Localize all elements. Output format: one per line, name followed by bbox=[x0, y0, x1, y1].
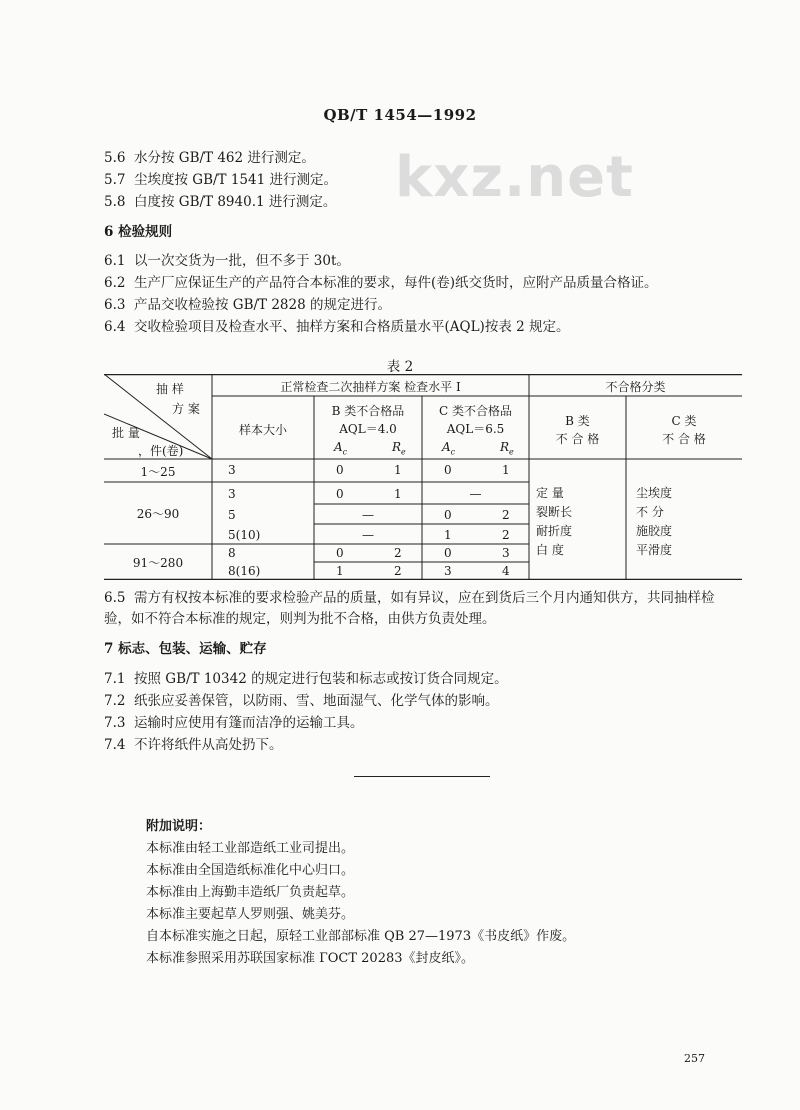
clause-text: 产品交收检验按 GB/T 2828 的规定进行。 bbox=[134, 297, 391, 313]
b-ac-value: — bbox=[362, 528, 374, 542]
clause-number: 6.5 bbox=[104, 590, 126, 606]
clause-text: 需方有权按本标准的要求检验产品的质量，如有异议，应在到货后三个月内通知供方，共同抽样检 bbox=[134, 590, 715, 606]
sample-size: 8 bbox=[228, 546, 236, 560]
notes-line: 本标准参照采用苏联国家标准 ГОСТ 20283《封皮纸》。 bbox=[146, 951, 475, 966]
clause-text: 水分按 GB/T 462 进行测定。 bbox=[134, 150, 315, 166]
clause-number: 5.7 bbox=[104, 172, 126, 188]
clause-number: 6.2 bbox=[104, 275, 126, 291]
column-header-b-aql: AQL＝4.0 bbox=[339, 422, 397, 436]
b-ac-value: 0 bbox=[336, 546, 344, 560]
clause-6-5-continued: 验，如不符合本标准的规定，则判为批不合格，由供方负责处理。 bbox=[104, 611, 496, 627]
clause-number: 5.8 bbox=[104, 194, 126, 210]
clause-text: 生产厂应保证生产的产品符合本标准的要求，每件(卷)纸交货时，应附产品质量合格证。 bbox=[134, 275, 658, 291]
clause-number: 6.4 bbox=[104, 319, 126, 335]
sample-size: 8(16) bbox=[228, 564, 261, 578]
notes-line: 本标准由上海勤丰造纸厂负责起草。 bbox=[146, 885, 355, 900]
clause-6-4 bbox=[104, 315, 570, 335]
notes-line: 自本标准实施之日起，原轻工业部部标准 QB 27—1973《书皮纸》作废。 bbox=[146, 929, 576, 944]
column-header-class-c: C 类 bbox=[671, 414, 697, 428]
notes-line: 本标准由轻工业部造纸工业司提出。 bbox=[146, 841, 355, 856]
b-ac-value: — bbox=[362, 508, 374, 522]
section-6-heading: 6 检验规则 bbox=[104, 224, 173, 240]
end-rule bbox=[354, 776, 490, 777]
clause-6-3 bbox=[104, 293, 391, 313]
sample-size: 5 bbox=[228, 508, 236, 522]
notes-line: 本标准由全国造纸标准化中心归口。 bbox=[146, 863, 355, 878]
clause-number: 7.1 bbox=[104, 671, 126, 687]
column-header-c-re: $R_e$ bbox=[500, 440, 514, 457]
class-c-item: 平滑度 bbox=[636, 543, 673, 557]
class-b-item: 白 度 bbox=[536, 543, 564, 557]
sample-size: 3 bbox=[228, 463, 236, 477]
clause-text: 运输时应使用有篷而洁净的运输工具。 bbox=[134, 715, 364, 731]
b-ac-value: 0 bbox=[336, 463, 344, 477]
sampling-table bbox=[104, 374, 742, 580]
corner-label-sampling: 抽 样 bbox=[156, 382, 184, 396]
column-header-class-b-label: 不 合 格 bbox=[555, 432, 600, 446]
clause-text: 交收检验项目及检查水平、抽样方案和合格质量水平(AQL)按表 2 规定。 bbox=[134, 319, 570, 335]
class-c-item: 尘埃度 bbox=[636, 486, 673, 500]
clause-text: 白度按 GB/T 8940.1 进行测定。 bbox=[134, 194, 337, 210]
clause-text: 不许将纸件从高处扔下。 bbox=[134, 737, 283, 753]
class-b-item: 耐折度 bbox=[536, 524, 573, 538]
clause-6-5 bbox=[104, 586, 715, 606]
group-header-classification: 不合格分类 bbox=[605, 380, 666, 394]
corner-label-batch: 批 量 bbox=[112, 426, 140, 440]
clause-number: 7.4 bbox=[104, 737, 126, 753]
table-title: 表 2 bbox=[386, 359, 414, 375]
c-re-value: 1 bbox=[502, 463, 510, 477]
c-ac-value: 3 bbox=[444, 564, 452, 578]
column-header-c-aql: AQL＝6.5 bbox=[446, 422, 505, 436]
class-c-item: 施胶度 bbox=[636, 524, 673, 538]
batch-range: 1～25 bbox=[140, 465, 176, 479]
clause-number: 5.6 bbox=[104, 150, 126, 166]
c-ac-value: 0 bbox=[444, 463, 452, 477]
notes-line: 本标准主要起草人罗则强、姚美芬。 bbox=[146, 907, 355, 922]
clause-text: 按照 GB/T 10342 的规定进行包装和标志或按订货合同规定。 bbox=[134, 671, 508, 687]
clause-5-7 bbox=[104, 168, 337, 188]
c-ac-value: 1 bbox=[444, 528, 452, 542]
clause-7-3 bbox=[104, 711, 364, 731]
clause-number: 6.1 bbox=[104, 253, 126, 269]
batch-range: 91～280 bbox=[132, 556, 184, 570]
c-re-value: 4 bbox=[502, 564, 510, 578]
c-ac-value: 0 bbox=[444, 508, 452, 522]
batch-range: 26～90 bbox=[136, 507, 180, 521]
c-re-value: 2 bbox=[502, 508, 510, 522]
b-ac-value: 0 bbox=[336, 487, 344, 501]
column-header-b-defect: B 类不合格品 bbox=[331, 404, 405, 418]
clause-text: 以一次交货为一批，但不多于 30t。 bbox=[134, 253, 350, 269]
column-header-sample-size: 样本大小 bbox=[238, 423, 287, 437]
clause-6-2 bbox=[104, 271, 658, 291]
column-header-class-b: B 类 bbox=[565, 414, 590, 428]
clause-text: 纸张应妥善保管，以防雨、雪、地面湿气、化学气体的影响。 bbox=[134, 693, 499, 709]
clause-number: 7.3 bbox=[104, 715, 126, 731]
c-ac-value: 0 bbox=[444, 546, 452, 560]
b-ac-value: 1 bbox=[336, 564, 344, 578]
clause-7-1 bbox=[104, 667, 508, 687]
b-re-value: 2 bbox=[394, 564, 402, 578]
column-header-c-ac: $A_c$ bbox=[442, 440, 456, 457]
clause-7-4 bbox=[104, 733, 283, 753]
clause-7-2 bbox=[104, 689, 499, 709]
clause-number: 7.2 bbox=[104, 693, 126, 709]
watermark: kxz.net bbox=[395, 145, 634, 210]
clause-text: 尘埃度按 GB/T 1541 进行测定。 bbox=[134, 172, 337, 188]
column-header-b-ac: $A_c$ bbox=[334, 440, 348, 457]
column-header-class-c-label: 不 合 格 bbox=[662, 432, 706, 446]
sample-size: 5(10) bbox=[228, 528, 261, 542]
column-header-b-re: $R_e$ bbox=[392, 440, 406, 457]
class-b-item: 裂断长 bbox=[536, 505, 573, 519]
b-re-value: 1 bbox=[394, 463, 402, 477]
clause-6-1 bbox=[104, 249, 350, 269]
page-number: 257 bbox=[684, 1052, 705, 1065]
b-re-value: 2 bbox=[394, 546, 402, 560]
class-c-item: 不 分 bbox=[636, 505, 664, 519]
notes-title: 附加说明： bbox=[146, 819, 212, 834]
corner-label-plan: 方 案 bbox=[172, 402, 200, 416]
section-7-heading: 7 标志、包装、运输、贮存 bbox=[104, 641, 267, 657]
b-re-value: 1 bbox=[394, 487, 402, 501]
sample-size: 3 bbox=[228, 487, 236, 501]
c-re-value: 2 bbox=[502, 528, 510, 542]
clause-number: 6.3 bbox=[104, 297, 126, 313]
clause-5-6 bbox=[104, 146, 315, 166]
class-b-item: 定 量 bbox=[536, 486, 564, 500]
corner-label-unit: ，件(卷) bbox=[138, 444, 184, 458]
column-header-c-defect: C 类不合格品 bbox=[439, 404, 512, 418]
group-header-plan: 正常检查二次抽样方案 检查水平 I bbox=[280, 380, 461, 394]
c-ac-value: — bbox=[469, 487, 482, 501]
document-code-header: QB/T 1454—1992 bbox=[323, 106, 477, 124]
c-re-value: 3 bbox=[502, 546, 510, 560]
clause-5-8 bbox=[104, 190, 336, 210]
